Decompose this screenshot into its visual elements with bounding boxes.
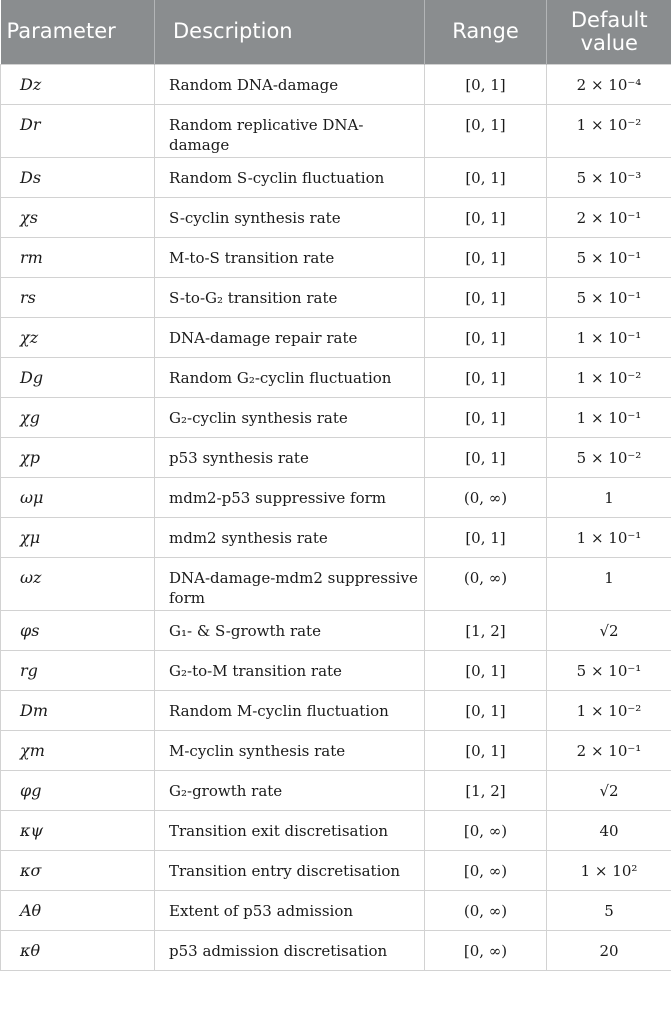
description-cell: S-cyclin synthesis rate xyxy=(155,197,425,237)
description-cell: G₂-cyclin synthesis rate xyxy=(155,397,425,437)
range-cell: [0, 1] xyxy=(425,157,547,197)
description-cell: Transition entry discretisation xyxy=(155,850,425,890)
parameter-cell: Dg xyxy=(1,357,155,397)
parameter-cell: Dz xyxy=(1,64,155,104)
header-parameter: Parameter xyxy=(1,0,155,64)
description-cell: Random S-cyclin fluctuation xyxy=(155,157,425,197)
table-row xyxy=(1,157,671,197)
default-value-cell: 5 × 10⁻² xyxy=(547,437,671,477)
default-value-cell: 40 xyxy=(547,810,671,850)
range-cell: [0, 1] xyxy=(425,237,547,277)
description-cell: Random DNA-damage xyxy=(155,64,425,104)
description-cell: G₁- & S-growth rate xyxy=(155,610,425,650)
description-cell: Extent of p53 admission xyxy=(155,890,425,930)
table-row xyxy=(1,397,671,437)
table-row xyxy=(1,317,671,357)
default-value-cell: 1 × 10⁻² xyxy=(547,357,671,397)
default-value-cell: 1 × 10² xyxy=(547,850,671,890)
parameter-cell: rs xyxy=(1,277,155,317)
parameter-cell: rg xyxy=(1,650,155,690)
table-row xyxy=(1,610,671,650)
range-cell: [0, 1] xyxy=(425,104,547,157)
table-row xyxy=(1,810,671,850)
parameter-cell: κσ xyxy=(1,850,155,890)
parameter-cell: κψ xyxy=(1,810,155,850)
range-cell: [0, 1] xyxy=(425,197,547,237)
table-row xyxy=(1,890,671,930)
default-value-cell: √2 xyxy=(547,770,671,810)
table-row xyxy=(1,557,671,610)
parameter-cell: φg xyxy=(1,770,155,810)
parameter-cell: Dm xyxy=(1,690,155,730)
default-value-cell: 1 xyxy=(547,557,671,610)
range-cell: [1, 2] xyxy=(425,610,547,650)
default-value-cell: 2 × 10⁻⁴ xyxy=(547,64,671,104)
description-cell: M-cyclin synthesis rate xyxy=(155,730,425,770)
table-row xyxy=(1,64,671,104)
parameter-cell: κθ xyxy=(1,930,155,970)
range-cell: (0, ∞) xyxy=(425,890,547,930)
table-body xyxy=(1,64,671,970)
table-row xyxy=(1,277,671,317)
default-value-cell: 1 xyxy=(547,477,671,517)
table-header xyxy=(1,0,671,64)
header-row xyxy=(1,0,671,64)
table-row xyxy=(1,690,671,730)
description-cell: DNA-damage-mdm2 suppressive form xyxy=(155,557,425,610)
range-cell: [0, 1] xyxy=(425,437,547,477)
default-value-cell: 2 × 10⁻¹ xyxy=(547,197,671,237)
default-value-cell: 1 × 10⁻¹ xyxy=(547,317,671,357)
description-cell: p53 admission discretisation xyxy=(155,930,425,970)
parameter-cell: Dr xyxy=(1,104,155,157)
range-cell: [0, 1] xyxy=(425,517,547,557)
header-range: Range xyxy=(425,0,547,64)
parameter-cell: χs xyxy=(1,197,155,237)
default-value-cell: 1 × 10⁻² xyxy=(547,104,671,157)
parameter-cell: ωμ xyxy=(1,477,155,517)
parameter-cell: χm xyxy=(1,730,155,770)
range-cell: [0, 1] xyxy=(425,317,547,357)
default-value-cell: 5 × 10⁻¹ xyxy=(547,650,671,690)
table-row xyxy=(1,437,671,477)
table-row xyxy=(1,930,671,970)
default-value-cell: 2 × 10⁻¹ xyxy=(547,730,671,770)
table-row xyxy=(1,357,671,397)
default-value-cell: 5 × 10⁻³ xyxy=(547,157,671,197)
range-cell: [0, 1] xyxy=(425,397,547,437)
default-value-cell: 5 × 10⁻¹ xyxy=(547,277,671,317)
parameter-cell: χμ xyxy=(1,517,155,557)
description-cell: Random M-cyclin fluctuation xyxy=(155,690,425,730)
default-value-cell: 20 xyxy=(547,930,671,970)
range-cell: [0, ∞) xyxy=(425,810,547,850)
default-value-cell: 5 × 10⁻¹ xyxy=(547,237,671,277)
table-row xyxy=(1,730,671,770)
header-description: Description xyxy=(155,0,425,64)
range-cell: (0, ∞) xyxy=(425,477,547,517)
range-cell: [0, ∞) xyxy=(425,850,547,890)
range-cell: [0, 1] xyxy=(425,64,547,104)
table-row xyxy=(1,104,671,157)
range-cell: (0, ∞) xyxy=(425,557,547,610)
parameter-cell: χg xyxy=(1,397,155,437)
parameter-cell: rm xyxy=(1,237,155,277)
description-cell: M-to-S transition rate xyxy=(155,237,425,277)
range-cell: [0, ∞) xyxy=(425,930,547,970)
parameter-cell: φs xyxy=(1,610,155,650)
default-value-cell: 1 × 10⁻¹ xyxy=(547,517,671,557)
range-cell: [0, 1] xyxy=(425,690,547,730)
range-cell: [0, 1] xyxy=(425,650,547,690)
default-value-cell: √2 xyxy=(547,610,671,650)
description-cell: p53 synthesis rate xyxy=(155,437,425,477)
table-row xyxy=(1,517,671,557)
description-cell: G₂-to-M transition rate xyxy=(155,650,425,690)
default-value-cell: 1 × 10⁻¹ xyxy=(547,397,671,437)
description-cell: Random G₂-cyclin fluctuation xyxy=(155,357,425,397)
range-cell: [0, 1] xyxy=(425,730,547,770)
table-row xyxy=(1,850,671,890)
table-row xyxy=(1,197,671,237)
parameter-cell: χp xyxy=(1,437,155,477)
header-default-value: Default value xyxy=(570,7,648,55)
table-row xyxy=(1,650,671,690)
default-value-cell: 5 xyxy=(547,890,671,930)
table-row xyxy=(1,770,671,810)
parameter-cell: Aθ xyxy=(1,890,155,930)
description-cell: mdm2-p53 suppressive form xyxy=(155,477,425,517)
description-cell: Transition exit discretisation xyxy=(155,810,425,850)
parameter-cell: ωz xyxy=(1,557,155,610)
description-cell: G₂-growth rate xyxy=(155,770,425,810)
range-cell: [0, 1] xyxy=(425,357,547,397)
description-cell: mdm2 synthesis rate xyxy=(155,517,425,557)
range-cell: [1, 2] xyxy=(425,770,547,810)
range-cell: [0, 1] xyxy=(425,277,547,317)
description-cell: S-to-G₂ transition rate xyxy=(155,277,425,317)
parameter-cell: χz xyxy=(1,317,155,357)
description-cell: Random replicative DNA-damage xyxy=(155,104,425,157)
default-value-cell: 1 × 10⁻² xyxy=(547,690,671,730)
parameter-cell: Ds xyxy=(1,157,155,197)
description-cell: DNA-damage repair rate xyxy=(155,317,425,357)
table-row xyxy=(1,477,671,517)
table-row xyxy=(1,237,671,277)
